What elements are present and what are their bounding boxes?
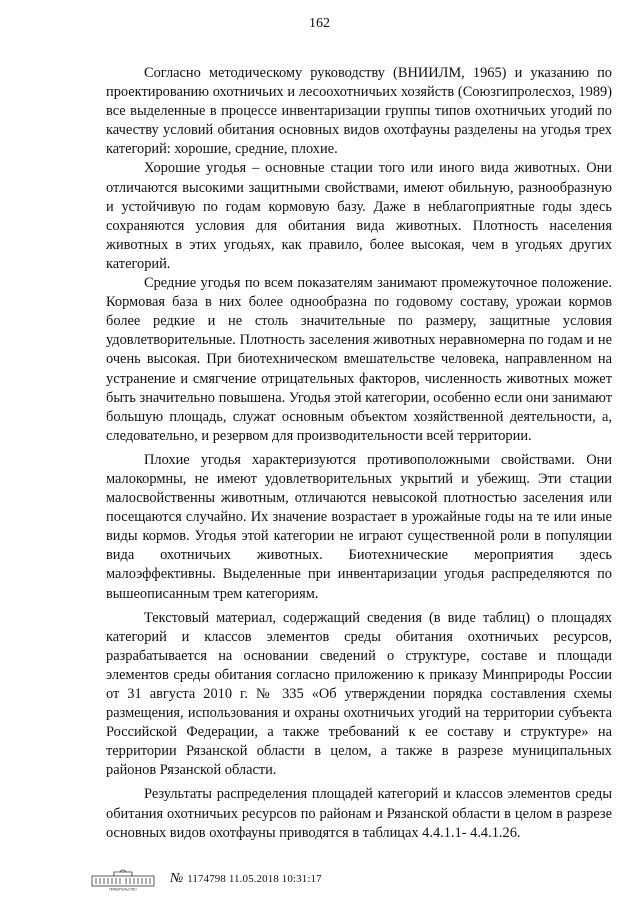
paragraph-text-material: Текстовый материал, содержащий сведения (в виде таблиц) о площадях категорий и классов элементов среды обитания охотничьих ресурсов, разрабатывается на основании сведений о структуре, составе и площади элементов среды обитания согласно приложению к приказу Минприроды России от 31 августа 2010 г. № 335 «Об утверждении порядка составления схемы размещения, использования и охраны охотничьих угодий на территории субъекта Российской Федерации, а также требований к ее составу и структуре» на территории Рязанской области в целом, а также в разрезе муниципальных районов Рязанской области. xyxy=(106,609,612,779)
paragraph-medium-lands: Средние угодья по всем показателям занимают промежуточное положение. Кормовая база в них более однообразна по годовому составу, урожаи кормов более редкие и не столь значительные по размеру, защитные условия удовлетворительные. Плотность заселения животных неравномерна по годам и не очень высокая. При биотехническом вмешательстве человека, направленном на устранение и смягчение отрицательных факторов, численность животных может быть значительно повышена. Угодья этой категории, особенно если они занимают большую площадь, служат основным объектом хозяйственной деятельности, а, следовательно, и резервом для производительности всей территории. xyxy=(106,275,612,444)
paragraph-categories-intro: Согласно методическому руководству (ВНИИЛМ, 1965) и указанию по проектированию охотничьих и лесоохотничьих хозяйств (Союзгипролесхоз, 1989) все выделенные в процессе инвентаризации группы типов охотничьих угодий по качеству условий обитания основных видов охотфауны разделены на угодья трех категорий: хорошие, средние, плохие. xyxy=(106,65,612,158)
seal-caption: ПРАВИТЕЛЬСТВО xyxy=(109,887,137,891)
government-seal-icon xyxy=(90,867,156,891)
document-stamp: 1174798 11.05.2018 10:31:17 xyxy=(187,873,322,885)
document-body xyxy=(106,64,612,843)
paragraph-poor-lands: Плохие угодья характеризуются противоположными свойствами. Они малокормны, не имеют удовлетворительных укрытий и убежищ. Эти стации малосвойственны животным, отличаются невысокой плотностью заселения или посещаются случайно. Их значение возрастает в урожайные годы на те или иные виды кормов. Угодья этой категории не играют существенной роли в популяции вида охотничьих животных. Биотехнические мероприятия здесь малоэффективны. Выделенные при инвентаризации угодья распределяются по вышеописанным трем категориям. xyxy=(106,451,612,602)
number-mark: № xyxy=(170,871,184,886)
document-footer xyxy=(90,866,322,892)
paragraph-results: Результаты распределения площадей категорий и классов элементов среды обитания охотничьих ресурсов по районам и Рязанской области в целом в разрезе основных видов охотфауны приводятся в таблицах 4.4.1.1- 4.4.1.26. xyxy=(106,786,612,841)
paragraph-good-lands: Хорошие угодья – основные стации того или иного вида животных. Они отличаются высокими защитными свойствами, имеют обильную, разнообразную и устойчивую по годам кормовую базу. Даже в неблагоприятные годы здесь сохраняются условия для обитания вида животных. Плотность населения животных в этих угодьях, как правило, более высокая, чем в угодьях других категорий. xyxy=(106,160,612,272)
page-number: 162 xyxy=(309,16,330,31)
